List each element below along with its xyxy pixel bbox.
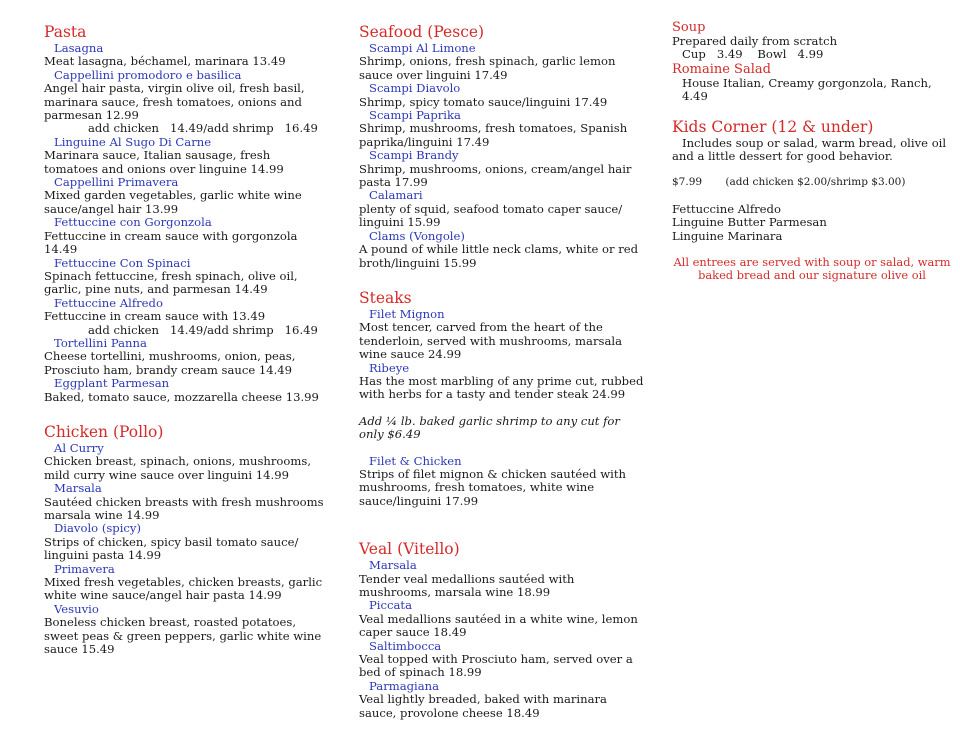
menu-item-desc: Most tencer, carved from the heart of the tenderloin, served with mushrooms, marsala wine sauce 24.99: [359, 320, 622, 362]
section-title-kids: Kids Corner (12 & under): [672, 117, 874, 136]
menu-item-name: Fettuccine Alfredo: [54, 295, 163, 310]
menu-item-desc: Cheese tortellini, mushrooms, onion, peas, Prosciuto ham, brandy cream sauce 14.49: [44, 349, 296, 377]
menu-item-desc: Strips of filet mignon & chicken sautéed with mushrooms, fresh tomatoes, white wine sauce/linguini 17.99: [359, 466, 627, 508]
menu-item-name: Marsala: [54, 481, 102, 496]
menu-item-addon: add chicken 14.49/add shrimp 16.49: [88, 322, 318, 337]
menu-item-name: Fettuccine con Gorgonzola: [54, 215, 212, 230]
steak-addon-note: Add ¼ lb. baked garlic shrimp to any cut for only $6.49: [359, 413, 620, 442]
menu-item-name: Scampi Diavolo: [369, 81, 461, 96]
menu-item-desc: Meat lasagna, béchamel, marinara 13.49: [44, 54, 286, 69]
menu-item-name: Scampi Brandy: [369, 148, 459, 163]
seafood-list: [359, 42, 644, 270]
menu-item-desc: Shrimp, mushrooms, fresh tomatoes, Spanish paprika/linguini 17.49: [359, 121, 628, 149]
menu-item-desc: Boneless chicken breast, roasted potatoes, sweet peas & green peppers, garlic white wine sauce 15.49: [44, 615, 322, 657]
soup-desc: Prepared daily from scratch: [672, 34, 838, 48]
section-title-chicken: Chicken (Pollo): [44, 422, 164, 441]
menu-item-desc: Tender veal medallions sautéed with mushrooms, marsala wine 18.99: [359, 571, 575, 599]
menu-item-name: Clams (Vongole): [369, 228, 465, 243]
menu-item-name: Cappellini promodoro e basilica: [54, 67, 242, 82]
menu-item-name: Piccata: [369, 598, 412, 613]
menu-item-desc: Marinara sauce, Italian sausage, fresh tomatoes and onions over linguine 14.99: [44, 148, 284, 176]
menu-item-desc: Mixed garden vegetables, garlic white wine sauce/angel hair 13.99: [44, 188, 302, 216]
menu-item-desc: Veal lightly breaded, baked with marinara sauce, provolone cheese 18.49: [359, 692, 607, 720]
menu-column-middle: [359, 22, 644, 720]
menu-item-name: Parmagiana: [369, 678, 440, 693]
menu-item-name: Cappellini Primavera: [54, 175, 179, 190]
menu-item-desc: Veal medallions sautéed in a white wine, lemon caper sauce 18.49: [359, 611, 638, 640]
menu-item-desc: Spinach fettuccine, fresh spinach, olive oil, garlic, pine nuts, and parmesan 14.49: [44, 268, 298, 297]
soup-sizes: Cup 3.49 Bowl 4.99: [682, 47, 824, 62]
section-title-soup: Soup: [672, 20, 706, 35]
menu-item-name: Vesuvio: [54, 601, 99, 616]
menu-item-desc: A pound of while little neck clams, white or red broth/linguini 15.99: [359, 242, 639, 270]
pasta-list: [44, 42, 324, 404]
kids-items: [672, 203, 952, 243]
section-title-veal: Veal (Vitello): [359, 540, 460, 559]
section-title-pasta: Pasta: [44, 23, 87, 41]
menu-item-desc: Mixed fresh vegetables, chicken breasts, garlic white wine sauce/angel hair pasta 14.99: [44, 575, 323, 603]
section-title-steaks: Steaks: [359, 288, 412, 307]
menu-item-desc: Fettuccine in cream sauce with 13.49: [44, 309, 266, 324]
salad-desc: House Italian, Creamy gorgonzola, Ranch, 4.49: [682, 75, 932, 104]
menu-item-name: Scampi Paprika: [369, 108, 461, 123]
menu-item-desc: Baked, tomato sauce, mozzarella cheese 13.99: [44, 389, 319, 404]
menu-item-name: Filet & Chicken: [369, 453, 462, 468]
steaks-list-2: [359, 455, 644, 509]
menu-item-name: Saltimbocca: [369, 638, 442, 653]
menu-item-name: Al Curry: [54, 440, 104, 455]
menu-item-desc: Shrimp, spicy tomato sauce/linguini 17.49: [359, 94, 608, 109]
kids-menu-item: Linguine Marinara: [672, 228, 783, 243]
menu-item-name: Ribeye: [369, 360, 410, 375]
menu-item-desc: Fettuccine in cream sauce with gorgonzola 14.49: [44, 228, 298, 257]
menu-item-name: Linguine Al Sugo Di Carne: [54, 134, 212, 149]
section-title-salad: Romaine Salad: [672, 61, 771, 77]
menu-item-name: Diavolo (spicy): [54, 521, 141, 536]
chicken-list: [44, 442, 324, 657]
menu-item-name: Primavera: [54, 561, 115, 576]
menu-item-desc: plenty of squid, seafood tomato caper sauce/ linguini 15.99: [359, 201, 623, 230]
veal-list: [359, 559, 644, 720]
menu-item-name: Fettuccine Con Spinaci: [54, 255, 191, 270]
menu-item-desc: Has the most marbling of any prime cut, rubbed with herbs for a tasty and tender steak 24.99: [359, 373, 644, 402]
menu-item-desc: Shrimp, mushrooms, onions, cream/angel hair pasta 17.99: [359, 161, 632, 190]
menu-item-name: Marsala: [369, 558, 417, 573]
menu-column-left: [44, 22, 324, 656]
kids-desc: Includes soup or salad, warm bread, olive oil and a little dessert for good behavior.: [672, 135, 947, 164]
entree-note: All entrees are served with soup or salad, warm baked bread and our signature olive oil: [673, 255, 951, 283]
steaks-list: [359, 308, 644, 402]
kids-price: $7.99 (add chicken $2.00/shrimp $3.00): [672, 176, 906, 189]
menu-item-desc: Angel hair pasta, virgin olive oil, fresh basil, marinara sauce, fresh tomatoes, onions and parmesan 12.99: [44, 81, 305, 123]
menu-column-right: [672, 20, 952, 283]
menu-item-desc: Shrimp, onions, fresh spinach, garlic lemon sauce over linguini 17.49: [359, 54, 616, 82]
menu-item-name: Eggplant Parmesan: [54, 376, 170, 391]
kids-menu-item: Linguine Butter Parmesan: [672, 215, 827, 230]
menu-item-desc: Veal topped with Prosciuto ham, served over a bed of spinach 18.99: [359, 652, 633, 680]
kids-menu-item: Fettuccine Alfredo: [672, 201, 781, 216]
section-title-seafood: Seafood (Pesce): [359, 23, 485, 41]
menu-item-desc: Strips of chicken, spicy basil tomato sauce/ linguini pasta 14.99: [44, 534, 299, 563]
menu-item-addon: add chicken 14.49/add shrimp 16.49: [88, 121, 318, 136]
menu-item-name: Scampi Al Limone: [369, 41, 476, 55]
menu-item-name: Calamari: [369, 188, 423, 203]
menu-item-desc: Chicken breast, spinach, onions, mushrooms, mild curry wine sauce over linguini 14.99: [44, 454, 312, 482]
menu-item-desc: Sautéed chicken breasts with fresh mushrooms marsala wine 14.99: [44, 494, 324, 522]
menu-item-name: Lasagna: [54, 41, 104, 55]
menu-item-name: Tortellini Panna: [54, 335, 147, 350]
menu-item-name: Filet Mignon: [369, 306, 445, 321]
